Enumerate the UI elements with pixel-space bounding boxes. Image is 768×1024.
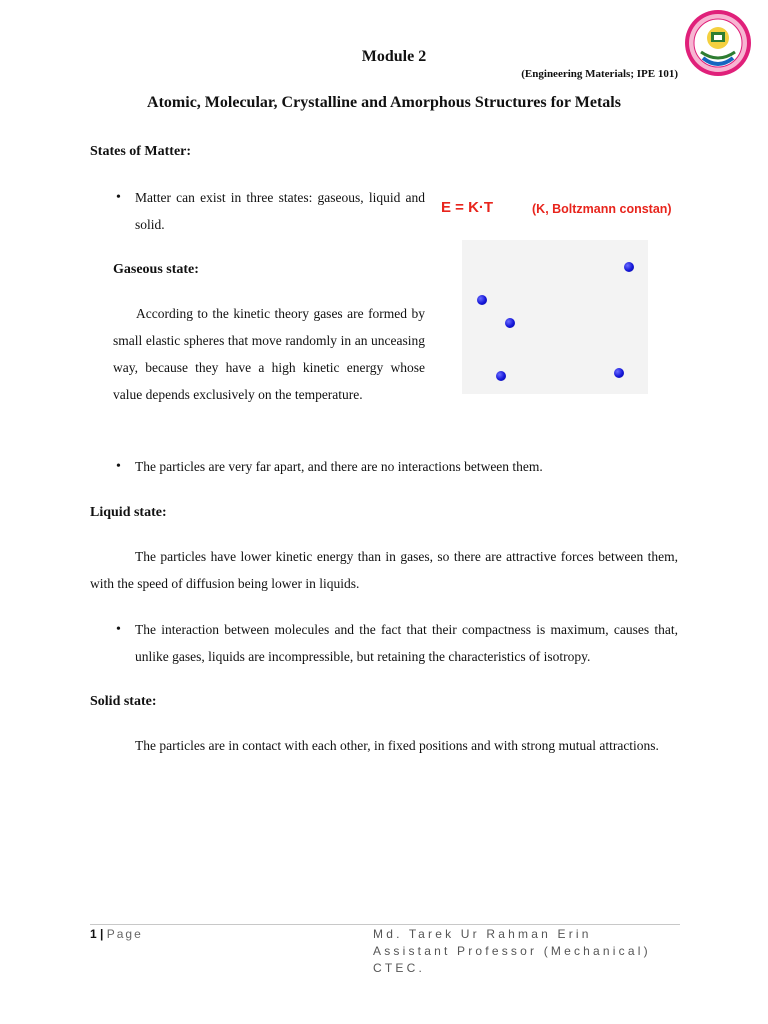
footer-divider: [90, 924, 680, 925]
gas-particle: [614, 368, 624, 378]
heading-solid-state: Solid state:: [90, 694, 157, 709]
formula-note: (K, Boltzmann constan): [532, 202, 672, 216]
footer-author: Md. Tarek Ur Rahman Erin: [373, 927, 592, 941]
heading-liquid-state: Liquid state:: [90, 505, 167, 520]
module-title: Module 2: [361, 48, 427, 65]
institution-logo: [683, 8, 753, 78]
bullet-liquid-interaction: The interaction between molecules and the fact that their compactness is maximum, causes that, unlike gases, liquids are incompressible, but retaining the characteristics of isotropy.: [135, 622, 678, 664]
gas-particle: [505, 318, 515, 328]
page-number: 1: [90, 927, 97, 941]
bullet-marker: •: [116, 622, 121, 637]
bullet-marker: •: [116, 459, 121, 474]
footer-institute: CTEC.: [373, 961, 425, 975]
gas-particles-figure: [462, 240, 648, 394]
heading-gaseous-state: Gaseous state:: [113, 262, 199, 277]
gas-particle: [477, 295, 487, 305]
page-number-label: [90, 927, 143, 941]
footer-position: Assistant Professor (Mechanical): [373, 944, 651, 958]
formula-text: E = K·T: [441, 199, 494, 216]
gas-particle: [496, 371, 506, 381]
page-title: Atomic, Molecular, Crystalline and Amorphous Structures for Metals: [147, 94, 621, 111]
heading-states-of-matter: States of Matter:: [90, 144, 192, 159]
gas-particle: [624, 262, 634, 272]
course-label: (Engineering Materials; IPE 101): [521, 68, 678, 80]
gaseous-paragraph: According to the kinetic theory gases are formed by small elastic spheres that move randomly in an unceasing way, because they have a high kinetic energy whose value depends exclusively on the temperature.: [113, 306, 425, 402]
bullet-three-states: Matter can exist in three states: gaseous, liquid and solid.: [135, 190, 425, 232]
liquid-paragraph: The particles have lower kinetic energy than in gases, so there are attractive forces between them, with the speed of diffusion being lower in liquids.: [90, 549, 678, 591]
page-separator: |: [100, 927, 104, 941]
solid-paragraph: The particles are in contact with each other, in fixed positions and with strong mutual attractions.: [135, 738, 659, 753]
bullet-gas-particles: The particles are very far apart, and there are no interactions between them.: [135, 459, 543, 474]
bullet-marker: •: [116, 190, 121, 205]
page-word: Page: [106, 927, 143, 941]
